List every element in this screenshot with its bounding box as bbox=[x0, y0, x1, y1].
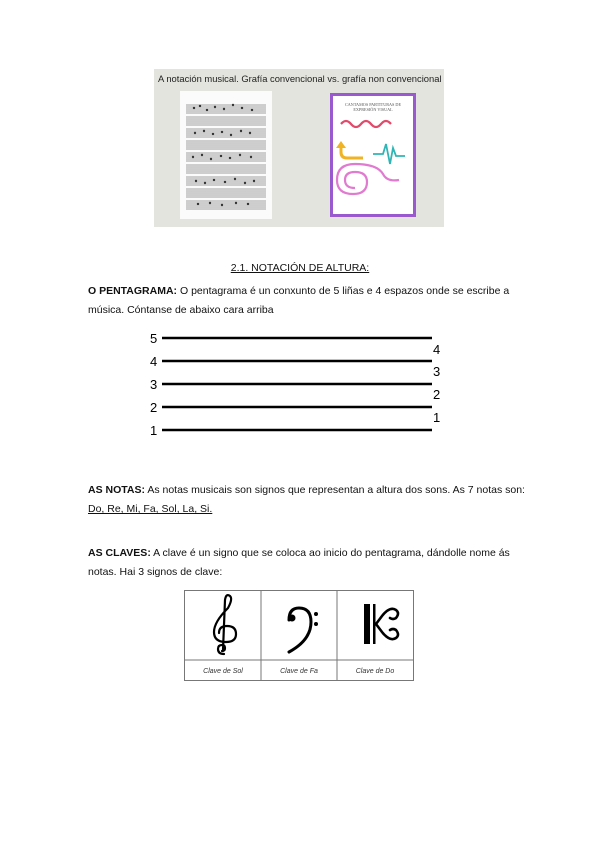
notas-paragraph bbox=[88, 481, 528, 519]
line-number-4: 4 bbox=[150, 354, 158, 369]
space-number-3: 3 bbox=[433, 364, 441, 379]
clef-table bbox=[184, 590, 414, 681]
line-number-2: 2 bbox=[150, 400, 158, 415]
claves-label: AS CLAVES: bbox=[88, 547, 151, 559]
space-number-4: 4 bbox=[433, 342, 441, 357]
illustration-title: A notación musical. Grafía convencional vs. grafía non convencional bbox=[158, 73, 442, 84]
graphic-title-line2: EXPRESIÓN VISUAL bbox=[353, 107, 393, 112]
line-number-1: 1 bbox=[150, 423, 158, 438]
notas-list: Do, Re, Mi, Fa, Sol, La, Si. bbox=[88, 503, 213, 515]
conventional-score-image bbox=[180, 91, 272, 219]
notas-text: As notas musicais son signos que representan a altura dos sons. As 7 notas son: bbox=[144, 484, 525, 496]
pentagrama-label: O PENTAGRAMA: bbox=[88, 285, 178, 297]
graphic-title-line1: CANTAMOS PARTITURAS DE bbox=[344, 102, 402, 107]
pentagrama-text: O pentagrama é un conxunto de 5 liñas e 4 espazos onde se escribe a música. Cóntanse de abaixo cara arriba bbox=[88, 285, 510, 316]
space-number-1: 1 bbox=[433, 410, 441, 425]
line-number-3: 3 bbox=[150, 377, 158, 392]
section-heading: 2.1. NOTACIÓN DE ALTURA: bbox=[230, 262, 370, 274]
claves-text: A clave é un signo que se coloca ao inicio do pentagrama, dándolle nome ás notas. Hai 3 signos de clave: bbox=[88, 547, 510, 578]
claves-paragraph bbox=[88, 544, 528, 582]
line-number-5: 5 bbox=[150, 331, 158, 346]
clef-caption-do: Clave de Do bbox=[355, 668, 395, 675]
pentagrama-paragraph bbox=[88, 282, 528, 320]
staff-diagram bbox=[144, 328, 456, 446]
space-number-2: 2 bbox=[433, 387, 441, 402]
clef-caption-fa: Clave de Fa bbox=[280, 668, 318, 675]
notas-label: AS NOTAS: bbox=[88, 484, 145, 496]
non-conventional-graphic-image bbox=[330, 93, 416, 217]
notation-illustration bbox=[154, 69, 444, 227]
clef-caption-sol: Clave de Sol bbox=[203, 668, 243, 675]
